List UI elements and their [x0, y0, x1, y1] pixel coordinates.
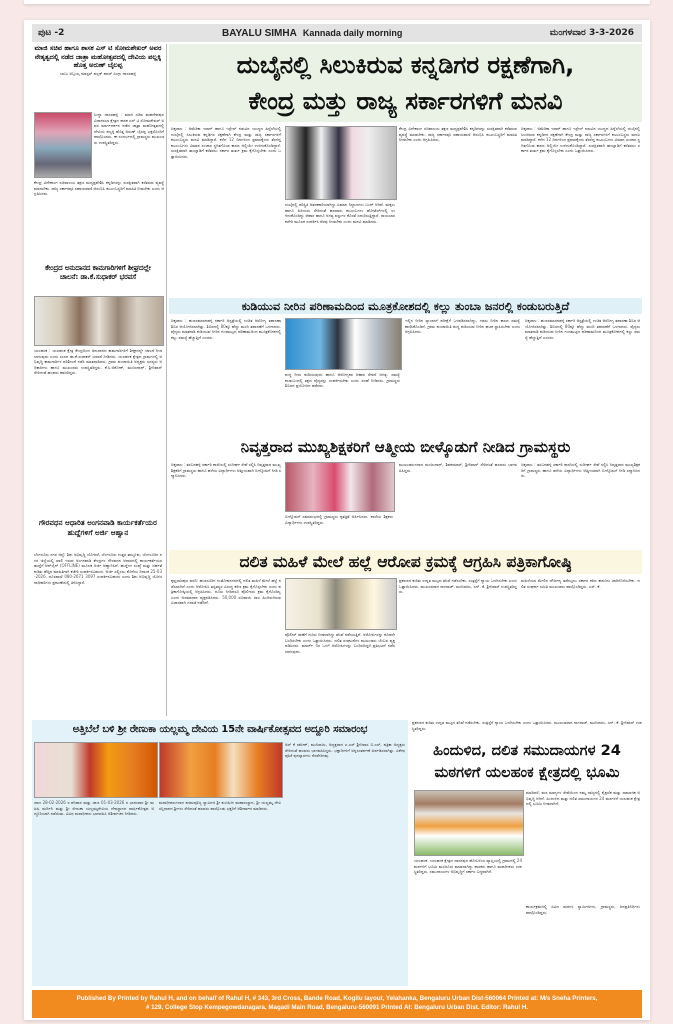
- article-headline: ದುಬೈನಲ್ಲಿ ಸಿಲುಕಿರುವ ಕನ್ನಡಿಗರ ರಕ್ಷಣೆಗಾಗಿ,: [236, 51, 575, 79]
- article-photo: [285, 126, 397, 200]
- article-lead[interactable]: [169, 44, 642, 294]
- article-headline: ಕುಡಿಯುವ ನೀರಿನ ಪರಿಣಾಮದಿಂದ ಮೂತ್ರಕೋಶದಲ್ಲಿ ಕಲ್ಲು ತುಂಬಾ ಜನರಲ್ಲಿ ಕಂಡುಬರುತ್ತಿದೆ: [241, 300, 570, 313]
- article-body: ಚಿಕ್ಕಜಾಲ : ತರಬನಹಳ್ಳಿ ಸರ್ಕಾರಿ ಶಾಲೆಯಲ್ಲಿ ಸುದೀರ್ಘ ಸೇವೆ ಸಲ್ಲಿಸಿ ನಿವೃತ್ತರಾದ ಮುಖ್ಯಶಿಕ್ಷಕರಿಗೆ ಗ್ರಾಮಸ್ಥರು ಹಾಗೂ ಹಳೆಯ ವಿದ್ಯಾರ್ಥಿಗಳು ಆತ್ಮೀಯವಾಗಿ ಬೀಳ್ಕೊಡುಗೆ ನೀಡಿ ಸನ್ಮಾನಿಸಿದರು.: [521, 462, 640, 479]
- article-left-1[interactable]: [32, 44, 164, 258]
- article-headline: ಅತ್ತಿಬೆಲೆ ಬಳಿ ಶ್ರೀ ರೇಣುಕಾ ಯಲ್ಲಮ್ಮ ದೇವಿಯ 15ನೇ ವಾರ್ಷಿಕೋತ್ಸವದ ಅದ್ದೂರಿ ಸಮಾರಂಭ: [72, 724, 368, 735]
- article-body: ಬೆಂಗಳೂರು ನಗರ ಜಿಲ್ಲೆ: ಶಿಶು ಅಭಿವೃದ್ಧಿ ಯೋಜನೆ, ಬೆಂಗಳೂರು ಉತ್ತರ ತಾಲ್ಲೂಕು, ಬೆಂಗಳೂರಿನ ನಗರ ಜಿಲ್ಲೆಯಲ್ಲಿ ಖಾಲಿ ಇರುವ ಅಂಗನವಾಡಿ ಕೇಂದ್ರಗಳ ಗೌರವಧನ ಆಧಾರದಲ್ಲಿ ಕಾರ್ಯಕರ್ತೆಯರ ಹುದ್ದೆಗೆ ಆನ್‌ಲೈನ್ (OFFLINE) ಮೂಲಕ ಅರ್ಜಿ ಆಹ್ವಾನಿಸಿದೆ. ಹುದ್ದೆಗಳ ಸಂಖ್ಯೆ ಮತ್ತು ಅರ್ಹತೆ ಕುರಿತು ಹೆಚ್ಚಿನ ಮಾಹಿತಿಗಾಗಿ ಕಚೇರಿ ಸಂಪರ್ಕಿಸಬಹುದು. ಅರ್ಜಿ ಸಲ್ಲಿಸಲು ಕೊನೆಯ ದಿನಾಂಕ 25-03-2026. ದೂರವಾಣಿ 080-2671 3097 ಸಂಪರ್ಕಿಸಬಹುದು ಎಂದು ಶಿಶು ಅಭಿವೃದ್ಧಿ ಯೋಜನಾಧಿಕಾರಿಗಳು ಪ್ರಕಟಣೆಯಲ್ಲಿ ತಿಳಿಸಿದ್ದಾರೆ.: [34, 552, 162, 585]
- article-body: ಶುದ್ಧ ನೀರು ಕುಡಿಯುವುದು ಹಾಗೂ ಆರೋಗ್ಯಕರ ಆಹಾರ ಸೇವನೆ ಅಗತ್ಯ. ಸಮಸ್ಯೆ ಕಂಡುಬಂದಲ್ಲಿ ತಕ್ಷಣ ವೈದ್ಯರನ್ನು ಸಂಪರ್ಕಿಸಬೇಕು ಎಂದು ಸಲಹೆ ನೀಡಿದರು. ಗ್ರಾಮಸ್ಥರು ಶಿಬಿರದ ಪ್ರಯೋಜನ ಪಡೆದರು.: [285, 372, 400, 389]
- issue-date: ಮಂಗಳವಾರ 3-3-2026: [549, 28, 634, 38]
- article-headline: ನಿವೃತ್ತರಾದ ಮುಖ್ಯಶಿಕ್ಷಕರಿಗೆ ಆತ್ಮೀಯ ಬೀಳ್ಕೊಡುಗೆ ನೀಡಿದ ಗ್ರಾಮಸ್ಥರು: [240, 438, 571, 456]
- page-header: [32, 24, 642, 42]
- article-body: ಕೇಂದ್ರ ವಿದೇಶಾಂಗ ಸಚಿವಾಲಯ ತಕ್ಷಣ ಮಧ್ಯಪ್ರವೇಶಿಸಿ ಕನ್ನಡಿಗರನ್ನು ಸುರಕ್ಷಿತವಾಗಿ ಕರೆತರುವ ವ್ಯವಸ್ಥೆ ಮಾಡಬೇಕು. ರಾಜ್ಯ ಸರ್ಕಾರವೂ ಸಹಾಯವಾಣಿ ಆರಂಭಿಸಿ ಕುಟುಂಬಸ್ಥರಿಗೆ ಮಾಹಿತಿ ನೀಡಬೇಕು ಎಂದು ಆಗ್ರಹಿಸಿದರು.: [399, 126, 517, 143]
- article-body: ಕೇಂದ್ರ ವಿದೇಶಾಂಗ ಸಚಿವಾಲಯ ತಕ್ಷಣ ಮಧ್ಯಪ್ರವೇಶಿಸಿ ಕನ್ನಡಿಗರನ್ನು ಸುರಕ್ಷಿತವಾಗಿ ಕರೆತರುವ ವ್ಯವಸ್ಥೆ ಮಾಡಬೇಕು. ರಾಜ್ಯ ಸರ್ಕಾರವೂ ಸಹಾಯವಾಣಿ ಆರಂಭಿಸಿ ಕುಟುಂಬಸ್ಥರಿಗೆ ಮಾಹಿತಿ ನೀಡಬೇಕು ಎಂದು ಆಗ್ರಹಿಸಿದರು.: [34, 180, 164, 197]
- article-photo: [285, 462, 395, 512]
- paper-tagline: Kannada daily morning: [302, 28, 403, 38]
- article-photo: [34, 112, 92, 178]
- article-body: ಕಾರ್ಯಕ್ರಮದಲ್ಲಿ ವಿವಿಧ ಮಠಗಳ ಸ್ವಾಮೀಜಿಗಳು, ಗ್ರಾಮಸ್ಥರು, ಜನಪ್ರತಿನಿಧಿಗಳು ಪಾಲ್ಗೊಂಡಿದ್ದರು.: [526, 904, 640, 915]
- article-photo: [34, 296, 164, 346]
- column-divider: [166, 44, 167, 716]
- previous-page-edge: [24, 0, 650, 4]
- article-byline: ಬಾಬು ಅಬ್ಬಯ್ಯ ಮಾಸ್ಟರ್ ಪಲ್ಲಕ್ ಪವರ್ ಸಿಂಗ್ಡಾ ದಾಸರಹಳ್ಳಿ: [59, 70, 137, 76]
- article-body: ಚಿಕ್ಕಜಾಲ : ತರಬನಹಳ್ಳಿ ಸರ್ಕಾರಿ ಶಾಲೆಯಲ್ಲಿ ಸುದೀರ್ಘ ಸೇವೆ ಸಲ್ಲಿಸಿ ನಿವೃತ್ತರಾದ ಮುಖ್ಯಶಿಕ್ಷಕರಿಗೆ ಗ್ರಾಮಸ್ಥರು ಹಾಗೂ ಹಳೆಯ ವಿದ್ಯಾರ್ಥಿಗಳು ಆತ್ಮೀಯವಾಗಿ ಬೀಳ್ಕೊಡುಗೆ ನೀಡಿ ಸನ್ಮಾನಿಸಿದರು.: [171, 462, 281, 479]
- article-body: ಸಿಂಗ್ಡಾ ದಾಸರಹಳ್ಳಿ : ಮಾಜಿ ಸಚಿವ ಮಹದೇವಪುರ ವಿಧಾನಸಭಾ ಕ್ಷೇತ್ರದ ಶಾಸಕ ಎಸ್ ಟಿ ಸೋಮಶೇಖರ್ ಅವರ ಮಾರ್ಗದರ್ಶನ ನಡೆದ ಜಾತ್ರಾ ಮಹೋತ್ಸವದಲ್ಲಿ ದೇವಿಯ ಪಲ್ಲಕ್ಕಿ ಹೊತ್ತ ಅರುಣ್ ಬೈಲಪ್ಪ ಭಕ್ತರೊಂದಿಗೆ ಪಾಲ್ಗೊಂಡರು. ಈ ಸಂದರ್ಭದಲ್ಲಿ ಗ್ರಾಮಸ್ಥರು ಮುಖಂಡರು ಉಪಸ್ಥಿತರಿದ್ದರು.: [94, 112, 164, 145]
- article-body: ಪ್ರಕರಣದ ಕುರಿತು ಉನ್ನತ ಮಟ್ಟದ ತನಿಖೆ ನಡೆಸಬೇಕು. ಸಂತ್ರಸ್ತೆಗೆ ನ್ಯಾಯ ಒದಗಿಸಬೇಕು ಎಂದು ಒತ್ತಾಯಿಸಿದರು. ಮುಖಂಡರಾದ ನಾಗರಾಜ್, ಮುನಿರಾಜು, ಎನ್. ಕೆ. ಶ್ರೀನಿವಾಸ್ ಉಪಸ್ಥಿತರಿದ್ದರು.: [412, 720, 642, 731]
- article-headline: ಮಾಜಿ ಸಚಿವ ಹಾಗೂ ಶಾಸಕ ಎಸ್ ಟಿ ಸೋಮಶೇಖರ್ ಅವರ ನೇತೃತ್ವದಲ್ಲಿ ನಡೆದ ಜಾತ್ರಾ ಮಹೋತ್ಸವದಲ್ಲಿ ದೇವಿಯ ಪಲ್ಲಕ್ಕಿ ಹೊತ್ತ ಅರುಣ್ ಬೈಲಪ್ಪ: [34, 44, 162, 70]
- paper-name: BAYALU SIMHA: [222, 28, 297, 39]
- article-renuka-yellamma[interactable]: [32, 720, 408, 986]
- article-photo: [34, 742, 158, 798]
- article-headline: ಹಿಂದುಳಿದ, ದಲಿತ ಸಮುದಾಯಗಳ 24 ಮಠಗಳಿಗೆ ಯಲಹಂಕ ಕ್ಷೇತ್ರದಲ್ಲಿ ಭೂಮಿ: [433, 742, 621, 781]
- footer-line-1: Published By Printed by Rahul H, and on behalf of Rahul H, # 343, 3rd Cross, Bande Road, Kogilu layout, Yelahanka, Bengaluru Urban Dist-560064 Printed at: M/s Sneha Printers,: [76, 995, 598, 1002]
- article-body: ಜಾಣ 28-02-2026 ರ ಶನಿವಾರ ಮತ್ತು ಜಾಣ 01-03-2026 ರ ಭಾನುವಾರ ಶ್ರೀ ಮಹಿಷಿ ಮರ್ದಿನಿ ಮತ್ತು ಶ್ರೀ ರೇಣುಕಾ ಯಲ್ಲಮ್ಮದೇವಿಯ ದೇವಸ್ಥಾನದ ವಾರ್ಷಿಕೋತ್ಸವ ಅದ್ದೂರಿಯಾಗಿ ನಡೆಯಿತು. ವಿವಿಧ ಮಠಾಧೀಶರು ಭಾಗವಹಿಸಿ ಆಶೀರ್ವಚನ ನೀಡಿದರು.: [34, 800, 154, 817]
- article-dalit-woman-assault[interactable]: [169, 550, 642, 716]
- article-headline: ಕೇಂದ್ರ ಮತ್ತು ರಾಜ್ಯ ಸರ್ಕಾರಗಳಿಗೆ ಮನವಿ: [248, 87, 563, 115]
- article-body: ಯಲಹಂಕ: ಯಲಹಂಕ ಕ್ಷೇತ್ರದ ದಾಸನಪುರ ಹೋಬಳಿಯ ವ್ಯಾಪ್ತಿಯಲ್ಲಿ ಗ್ರಾಮದಲ್ಲಿ 24 ಮಠಗಳಿಗೆ ಭೂಮಿ ಮಂಜೂರು ಮಾಡಲಾಗಿದ್ದು ಶಾಸಕರು ಹಾಗೂ ಮಠಾಧೀಶರು ಉಪಸ್ಥಿತರಿದ್ದರು. ಸಮುದಾಯಗಳ ಅಭಿವೃದ್ಧಿಗೆ ಸರ್ಕಾರ ಬದ್ಧವಾಗಿದೆ.: [414, 858, 522, 875]
- newspaper-page: [24, 20, 650, 1020]
- article-body: ಚಿಕ್ಕಜಾಲ : ಹುಣಸಮಾರನಹಳ್ಳಿ ಸರ್ಕಾರಿ ಆಸ್ಪತ್ರೆಯಲ್ಲಿ ಉಚಿತ ಆರೋಗ್ಯ ತಪಾಸಣಾ ಶಿಬಿರ ಆಯೋಜಿಸಲಾಗಿತ್ತು. ಶಿಬಿರದಲ್ಲಿ 80ಕ್ಕೂ ಹೆಚ್ಚು ಮಂದಿ ತಪಾಸಣೆಗೆ ಒಳಗಾದರು. ವೈದ್ಯರು ಮಾತನಾಡಿ ಕುಡಿಯುವ ನೀರಿನ ಗುಣಮಟ್ಟದ ಪರಿಣಾಮದಿಂದ ಮೂತ್ರಕೋಶದಲ್ಲಿ ಕಲ್ಲು ಸಮಸ್ಯೆ ಹೆಚ್ಚುತ್ತಿದೆ ಎಂದರು.: [525, 318, 640, 340]
- article-body: ಮಠಾಧೀಶರುಗಳಾದ ಪರಮಪೂಜ್ಯ ಸ್ವಾಮೀಜಿ ಶ್ರೀ ಕುಂಚಿಟಿಗ ಮಹಾಸಂಸ್ಥಾನ, ಶ್ರೀ ಯಲ್ಲಮ್ಮ ದೇವಿ ಸನ್ನಿಧಾನದ ಶ್ರೀಗಳು ಸೇರಿದಂತೆ ಹಲವರು ಪಾಲ್ಗೊಂಡು ಭಕ್ತರಿಗೆ ಆಶೀರ್ವಾದ ಮಾಡಿದರು.: [159, 800, 281, 811]
- article-teacher-farewell[interactable]: [169, 436, 642, 548]
- masthead: [222, 28, 402, 39]
- article-left-2[interactable]: [32, 264, 164, 514]
- article-photo: [159, 742, 283, 798]
- article-body: ಕೃಷ್ಣರಾಜಪುರ ವರದಿ: ಹುಣಸೂರಿನ ಸಂತೋಷನಗರದಲ್ಲಿ ದಲಿತ ಮಹಿಳೆ ಮೇಲೆ ಹಲ್ಲೆ ನಡೆಸಲಾಗಿದೆ ಎಂದು ಆರೋಪಿಸಿ ತಪ್ಪಿತಸ್ಥರ ವಿರುದ್ಧ ಕಠಿಣ ಕ್ರಮ ಕೈಗೊಳ್ಳಬೇಕು ಎಂದು ಪತ್ರಿಕಾಗೋಷ್ಠಿಯಲ್ಲಿ ಆಗ್ರಹಿಸಿದರು. ದೂರು ನೀಡಿದರೂ ಪೊಲೀಸರು ಕ್ರಮ ಕೈಗೊಂಡಿಲ್ಲ ಎಂದು ಅಸಮಾಧಾನ ವ್ಯಕ್ತಪಡಿಸಿದರು. 50,000 ರೂಪಾಯಿ ಸಾಲ ಹಿಂದಿರುಗಿಸುವ ವಿಚಾರವಾಗಿ ಗಲಾಟೆ ನಡೆದಿದೆ.: [171, 578, 281, 606]
- article-body: ಪ್ರಕರಣದ ಕುರಿತು ಉನ್ನತ ಮಟ್ಟದ ತನಿಖೆ ನಡೆಸಬೇಕು. ಸಂತ್ರಸ್ತೆಗೆ ನ್ಯಾಯ ಒದಗಿಸಬೇಕು ಎಂದು ಒತ್ತಾಯಿಸಿದರು. ಮುಖಂಡರಾದ ನಾಗರಾಜ್, ಮುನಿರಾಜು, ಎನ್. ಕೆ. ಶ್ರೀನಿವಾಸ್ ಉಪಸ್ಥಿತರಿದ್ದರು.: [399, 578, 517, 595]
- article-body: ಅರ್ ಕೆ ರಮೇಶ್, ಮುನಿರಾಜು, ಅಧ್ಯಕ್ಷರಾದ ಎ.ಎಸ್ ಶ್ರೀನಿವಾಸ ಬಿ.ಎಸ್, ಪತ್ರಿಕಾ ಅಧ್ಯಕ್ಷರು ಸೇರಿದಂತೆ ಹಲವರು ಭಾಗವಹಿಸಿದ್ದರು. ಭಕ್ತಾದಿಗಳಿಗೆ ಅನ್ನಸಂತರ್ಪಣೆ ಏರ್ಪಡಿಸಲಾಗಿತ್ತು. ವಿಶೇಷ ಪೂಜೆ ಪುನಸ್ಕಾರಗಳು ನೆರವೇರಿದವು.: [285, 742, 405, 759]
- article-mutt-land[interactable]: [412, 720, 642, 986]
- article-body: ಇಲ್ಲಿನ ನೀರಿನ ಸ್ಯಾಂಪಲ್ ಪರೀಕ್ಷೆಗೆ ಒಳಪಡಿಸಲಾಗಿದ್ದು, ಗಡಸು ನೀರಿನ ಕಾರಣ ಸಮಸ್ಯೆ ಕಾಣಿಸಿಕೊಂಡಿದೆ. ಗ್ರಾಮ ಪಂಚಾಯಿತಿ ಶುದ್ಧ ಕುಡಿಯುವ ನೀರಿನ ಘಟಕ ಸ್ಥಾಪಿಸಬೇಕು ಎಂದು ಆಗ್ರಹಿಸಿದರು.: [405, 318, 520, 335]
- article-photo: [285, 578, 397, 630]
- article-left-3[interactable]: [32, 518, 164, 716]
- article-photo: [414, 790, 524, 856]
- article-body: ಚಿಕ್ಕಜಾಲ : ಅಮೆರಿಕಾ ಇರಾನ್ ಹಾಗೂ ಇಸ್ರೇಲ್ ನಡುವಿನ ಯುದ್ಧದ ಹಿನ್ನೆಲೆಯಲ್ಲಿ ದುಬೈನಲ್ಲಿ ಸಿಲುಕಿರುವ ಕನ್ನಡಿಗರ ರಕ್ಷಣೆಗಾಗಿ ಕೇಂದ್ರ ಮತ್ತು ರಾಜ್ಯ ಸರ್ಕಾರಗಳಿಗೆ ಕುಟುಂಬಸ್ಥರು ಮನವಿ ಮಾಡಿದ್ದಾರೆ. ಕಳೆದ 12 ದಿನಗಳಿಂದ ಪ್ರವಾಸಕ್ಕೆಂದು ತೆರಳಿದ್ದ ಕುಟುಂಬಗಳು ವಿಮಾನ ಸಂಚಾರ ಸ್ಥಗಿತಗೊಂಡ ಕಾರಣ ಅಲ್ಲಿಯೇ ಉಳಿದುಕೊಂಡಿದ್ದಾರೆ. ಸುರಕ್ಷಿತವಾಗಿ ತಾಯ್ನಾಡಿಗೆ ಕರೆತರಲು ಸರ್ಕಾರ ತುರ್ತು ಕ್ರಮ ಕೈಗೊಳ್ಳಬೇಕು ಎಂದು ಒತ್ತಾಯಿಸಿದರು.: [521, 126, 640, 154]
- publisher-footer: [32, 990, 642, 1018]
- article-body: ಮಹಿಳೆಯರ ಮೇಲಿನ ದೌರ್ಜನ್ಯ ತಡೆಗಟ್ಟಲು ಸರ್ಕಾರ ಕಠಿಣ ಕಾನೂನು ಜಾರಿಗೊಳಿಸಬೇಕು. ದಲಿತ ಸಂಘರ್ಷ ಸಮಿತಿ ಮುಖಂಡರು ಪಾಲ್ಗೊಂಡಿದ್ದರು. ಎಸ್. ಕೆ.: [521, 578, 640, 589]
- article-body: ಮಾಡಿದರೆ, ಮಠ ಮಾನ್ಯಗಳ ಸೇವೆಯಿಂದ ನಮ್ಮ ರಾಜ್ಯದಲ್ಲಿ ಶೈಕ್ಷಣಿಕ ಮತ್ತು ಸಾಮಾಜಿಕ ಅಭಿವೃದ್ಧಿ ಆಗಿದೆ. ಹಿಂದುಳಿದ ಮತ್ತು ದಲಿತ ಸಮುದಾಯಗಳ 24 ಮಠಗಳಿಗೆ ಯಲಹಂಕ ಕ್ಷೇತ್ರದಲ್ಲಿ ಭೂಮಿ ನೀಡಲಾಗಿದೆ.: [526, 790, 640, 807]
- article-body: ದುಬೈನಲ್ಲಿ ಪರಿಸ್ಥಿತಿ ಆತಂಕಕಾರಿಯಾಗಿದ್ದು ವಿಮಾನ ನಿಲ್ದಾಣಗಳು ಬಂದ್ ಆಗಿವೆ. ಮಕ್ಕಳು ಹಾಗೂ ಹಿರಿಯರು ಸೇರಿದಂತೆ ಹಲವಾರು ಕುಟುಂಬಗಳು ಹೋಟೆಲ್‌ಗಳಲ್ಲಿ ಉಳಿದುಕೊಂಡಿದ್ದು ಆಹಾರ ಹಾಗೂ ಅಗತ್ಯ ವಸ್ತುಗಳ ಕೊರತೆ ಎದುರಿಸುತ್ತಿದ್ದಾರೆ. ರಾಯಭಾರ ಕಚೇರಿ ಮೂಲಕ ಸಂಪರ್ಕಿಸಿ ನೆರವು ನೀಡಬೇಕು ಎಂದು ಮನವಿ ಮಾಡಿದರು.: [285, 202, 395, 224]
- article-body: ಮುಖಂಡರುಗಳಾದ ಮಂಜುನಾಥ್, ಶಿವಕುಮಾರ್, ಶ್ರೀನಿವಾಸ್ ಸೇರಿದಂತೆ ಹಲವರು ಭಾಗವಹಿಸಿದ್ದರು.: [399, 462, 517, 473]
- article-photo: [285, 318, 402, 370]
- footer-line-2: # 129, College Stop Kempegowdanagara, Magadi Main Road, Bengaluru-560091 Printed At: Bengaluru Urban Dist. Editor: Rahul H.: [145, 1004, 529, 1011]
- article-body: ಬೀಳ್ಕೊಡುಗೆ ಸಮಾರಂಭದಲ್ಲಿ ಗ್ರಾಮಸ್ಥರು ಕೃತಜ್ಞತೆ ಅರ್ಪಿಸಿದರು. ಶಾಲೆಯ ಶಿಕ್ಷಕರು ವಿದ್ಯಾರ್ಥಿಗಳು ಉಪಸ್ಥಿತರಿದ್ದರು.: [285, 514, 393, 525]
- article-headline: ಕೇಂದ್ರದ ಅನುದಾನದ ಕಾಮಗಾರಿಗಳಿಗೆ ಶೀಘ್ರದಲ್ಲೇ ಚಾಲನೆ: ಡಾ.ಕೆ.ಸುಧಾಕರ್ ಭರವಸೆ: [45, 264, 151, 282]
- article-body: ಚಿಕ್ಕಜಾಲ : ಅಮೆರಿಕಾ ಇರಾನ್ ಹಾಗೂ ಇಸ್ರೇಲ್ ನಡುವಿನ ಯುದ್ಧದ ಹಿನ್ನೆಲೆಯಲ್ಲಿ ದುಬೈನಲ್ಲಿ ಸಿಲುಕಿರುವ ಕನ್ನಡಿಗರ ರಕ್ಷಣೆಗಾಗಿ ಕೇಂದ್ರ ಮತ್ತು ರಾಜ್ಯ ಸರ್ಕಾರಗಳಿಗೆ ಕುಟುಂಬಸ್ಥರು ಮನವಿ ಮಾಡಿದ್ದಾರೆ. ಕಳೆದ 12 ದಿನಗಳಿಂದ ಪ್ರವಾಸಕ್ಕೆಂದು ತೆರಳಿದ್ದ ಕುಟುಂಬಗಳು ವಿಮಾನ ಸಂಚಾರ ಸ್ಥಗಿತಗೊಂಡ ಕಾರಣ ಅಲ್ಲಿಯೇ ಉಳಿದುಕೊಂಡಿದ್ದಾರೆ. ಸುರಕ್ಷಿತವಾಗಿ ತಾಯ್ನಾಡಿಗೆ ಕರೆತರಲು ಸರ್ಕಾರ ತುರ್ತು ಕ್ರಮ ಕೈಗೊಳ್ಳಬೇಕು ಎಂದು ಒತ್ತಾಯಿಸಿದರು.: [171, 126, 281, 159]
- article-body: ಚಿಕ್ಕಜಾಲ : ಹುಣಸಮಾರನಹಳ್ಳಿ ಸರ್ಕಾರಿ ಆಸ್ಪತ್ರೆಯಲ್ಲಿ ಉಚಿತ ಆರೋಗ್ಯ ತಪಾಸಣಾ ಶಿಬಿರ ಆಯೋಜಿಸಲಾಗಿತ್ತು. ಶಿಬಿರದಲ್ಲಿ 80ಕ್ಕೂ ಹೆಚ್ಚು ಮಂದಿ ತಪಾಸಣೆಗೆ ಒಳಗಾದರು. ವೈದ್ಯರು ಮಾತನಾಡಿ ಕುಡಿಯುವ ನೀರಿನ ಗುಣಮಟ್ಟದ ಪರಿಣಾಮದಿಂದ ಮೂತ್ರಕೋಶದಲ್ಲಿ ಕಲ್ಲು ಸಮಸ್ಯೆ ಹೆಚ್ಚುತ್ತಿದೆ ಎಂದರು.: [171, 318, 281, 340]
- page-number: ಪುಟ -2: [38, 28, 65, 38]
- article-kidney-stones[interactable]: [169, 298, 642, 434]
- article-headline: ದಲಿತ ಮಹಿಳೆ ಮೇಲೆ ಹಲ್ಲೆ ಆರೋಪ ಕ್ರಮಕ್ಕೆ ಆಗ್ರಹಿಸಿ ಪತ್ರಿಕಾಗೋಷ್ಠಿ: [239, 553, 572, 571]
- article-body: ಯಲಹಂಕ : ಯಲಹಂಕ ಕ್ಷೇತ್ರ ಕೇಂದ್ರದಿಂದ ಅನುದಾನದ ಕಾಮಗಾರಿಗಳಿಗೆ ಶೀಘ್ರದಲ್ಲೇ ಚಾಲನೆ ನೀಡಲಾಗುವುದು ಎಂದು ಸಂಸದ ಡಾ.ಕೆ.ಸುಧಾಕರ್ ಭರವಸೆ ನೀಡಿದರು. ಯಲಹಂಕ ಕ್ಷೇತ್ರದ ಗ್ರಾಮಗಳಲ್ಲಿ ಅಭಿವೃದ್ಧಿ ಕಾಮಗಾರಿಗಳ ಪರಿಶೀಲನೆ ನಡೆಸಿ ಮಾತನಾಡಿದರು. ಗ್ರಾಮ ಪಂಚಾಯಿತಿ ಅಧ್ಯಕ್ಷರು ಸದಸ್ಯರು ಅಧಿಕಾರಿಗಳು ಹಾಗೂ ಮುಖಂಡರು ಉಪಸ್ಥಿತರಿದ್ದರು. ಕೆ.ಸಿ.ಅಶೋಕ್, ಮಂಜುನಾಥ್, ಶ್ರೀನಿವಾಸ್ ಸೇರಿದಂತೆ ಹಲವರು ಹಾಜರಿದ್ದರು.: [34, 348, 162, 376]
- article-headline: ಗೌರವಧನ ಆಧಾರಿತ ಅಂಗನವಾಡಿ ಕಾರ್ಯಕರ್ತೆಯರ ಹುದ್ದೆಗಳಿಗೆ ಅರ್ಜಿ ಆಹ್ವಾನ: [39, 518, 157, 537]
- article-body: ಪೊಲೀಸ್ ಠಾಣೆಗೆ ದೂರು ನೀಡಲಾಗಿದ್ದು ತನಿಖೆ ನಡೆಯುತ್ತಿದೆ. ಆರೋಪಿಗಳನ್ನು ಕೂಡಲೇ ಬಂಧಿಸಬೇಕು ಎಂದು ಒತ್ತಾಯಿಸಿದರು. ದಲಿತ ಸಂಘಟನೆಗಳ ಮುಖಂಡರು ಬೆಂಬಲ ವ್ಯಕ್ತಪಡಿಸಿದರು. ಮಾರ್ಚ್ 4ರ ಒಳಗೆ ಆರೋಪಿಗಳನ್ನು ಬಂಧಿಸದಿದ್ದರೆ ಪ್ರತಿಭಟನೆ ನಡೆಸಲಾಗುವುದು.: [285, 632, 395, 654]
